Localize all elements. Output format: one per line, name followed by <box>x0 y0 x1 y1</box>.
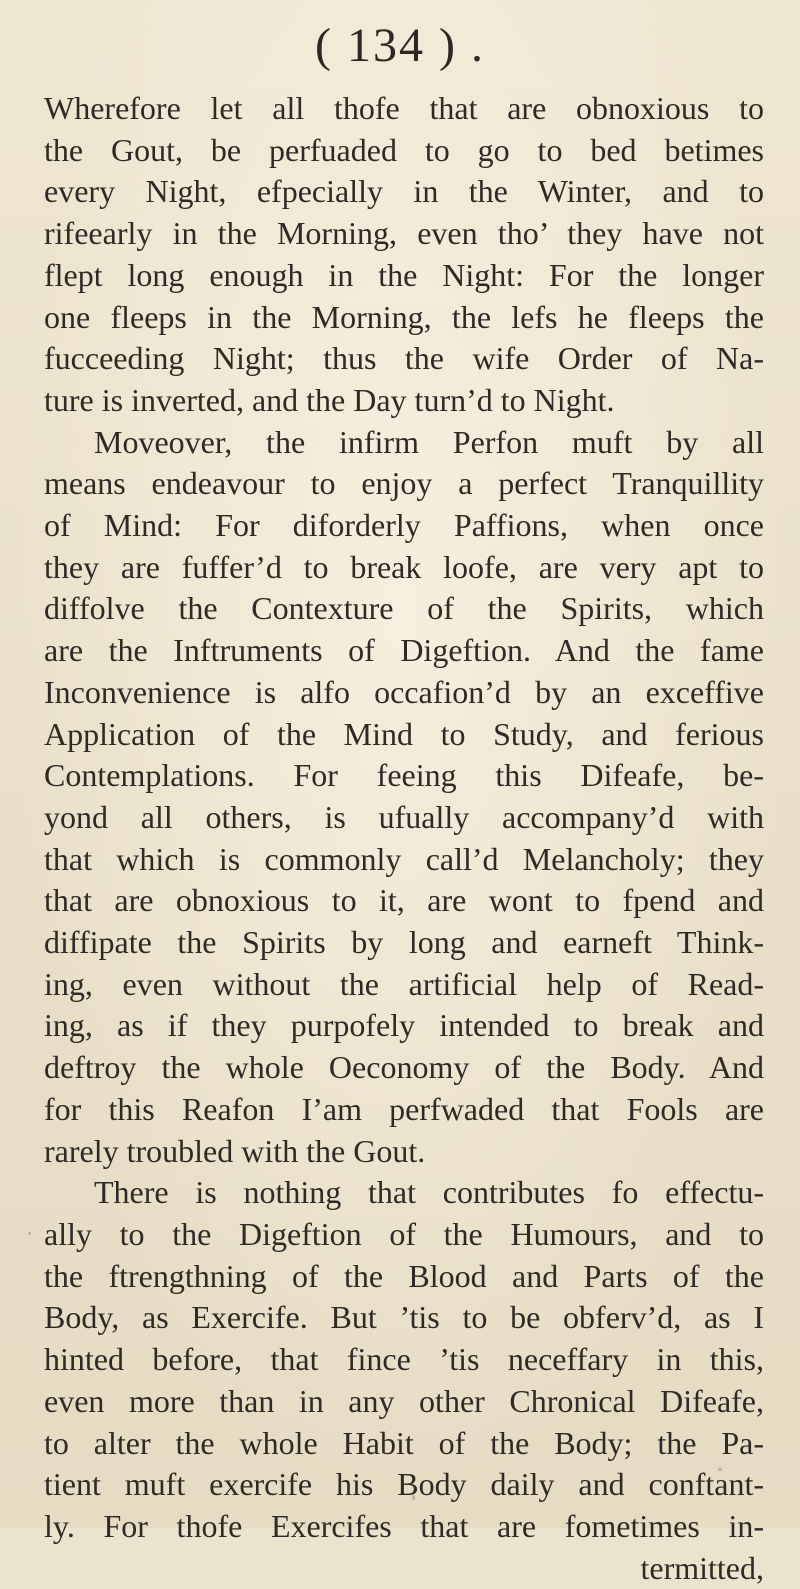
text-line: diffipate the Spirits by long and earneft Think- <box>44 924 764 961</box>
text-line: Inconvenience is alfo occafion’d by an exceffive <box>44 673 764 710</box>
text-line: ture is inverted, and the Day turn’d to Night. <box>44 381 615 418</box>
text-line: Moveover, the infirm Perfon muft by all <box>94 423 764 460</box>
body-text <box>44 88 764 1589</box>
text-line: the Gout, be perfuaded to go to bed betimes <box>44 131 764 168</box>
text-line: of Mind: For diforderly Paffions, when once <box>44 507 764 544</box>
text-line: diffolve the Contexture of the Spirits, which <box>44 590 764 627</box>
text-line: ing, even without the artificial help of Read- <box>44 965 764 1002</box>
text-line: they are fuffer’d to break loofe, are very apt to <box>44 548 764 585</box>
text-line: to alter the whole Habit of the Body; the Pa- <box>44 1424 764 1461</box>
text-line: rifeearly in the Morning, even tho’ they have not <box>44 215 764 252</box>
text-line: fucceeding Night; thus the wife Order of Na- <box>44 340 764 377</box>
text-line: that are obnoxious to it, are wont to fpend and <box>44 882 764 919</box>
text-line: yond all others, is ufually accompany’d with <box>44 798 764 835</box>
text-line: ally to the Digeftion of the Humours, and to <box>44 1215 764 1252</box>
text-line: for this Reafon I’am perfwaded that Fools are <box>44 1090 764 1127</box>
text-line: deftroy the whole Oeconomy of the Body. And <box>44 1049 764 1086</box>
page-number: ( 134 ) . <box>315 19 485 72</box>
text-line: Wherefore let all thofe that are obnoxious to <box>44 90 764 126</box>
text-line: flept long enough in the Night: For the longer <box>44 256 764 293</box>
text-line: that which is commonly call’d Melancholy; they <box>44 840 764 877</box>
text-line: one fleeps in the Morning, the lefs he fleeps the <box>44 298 764 335</box>
text-line: every Night, efpecially in the Winter, and to <box>44 173 764 210</box>
paper-speck <box>412 1495 415 1500</box>
text-line: even more than in any other Chronical Difeafe, <box>44 1382 764 1419</box>
paper-speck <box>28 1232 31 1235</box>
text-line: Application of the Mind to Study, and ferious <box>44 715 764 752</box>
text-line: There is nothing that contributes fo effectu- <box>94 1174 764 1211</box>
paper-speck <box>718 1468 722 1471</box>
text-line: tient muft exercife his Body daily and conftant- <box>44 1466 764 1503</box>
text-line: the ftrengthning of the Blood and Parts of the <box>44 1257 764 1294</box>
text-line: Body, as Exercife. But ’tis to be obferv’d, as I <box>44 1299 764 1336</box>
text-line: hinted before, that fince ’tis neceffary in this, <box>44 1341 764 1378</box>
text-line: means endeavour to enjoy a perfect Tranquillity <box>44 465 764 502</box>
text-line: rarely troubled with the Gout. <box>44 1132 426 1169</box>
text-line: are the Inftruments of Digeftion. And the fame <box>44 632 764 669</box>
text-line: Contemplations. For feeing this Difeafe, be- <box>44 757 764 794</box>
text-line: ing, as if they purpofely intended to break and <box>44 1007 764 1044</box>
catchword: termitted, <box>640 1549 764 1586</box>
text-line: ly. For thofe Exercifes that are fometimes in- <box>44 1507 764 1544</box>
